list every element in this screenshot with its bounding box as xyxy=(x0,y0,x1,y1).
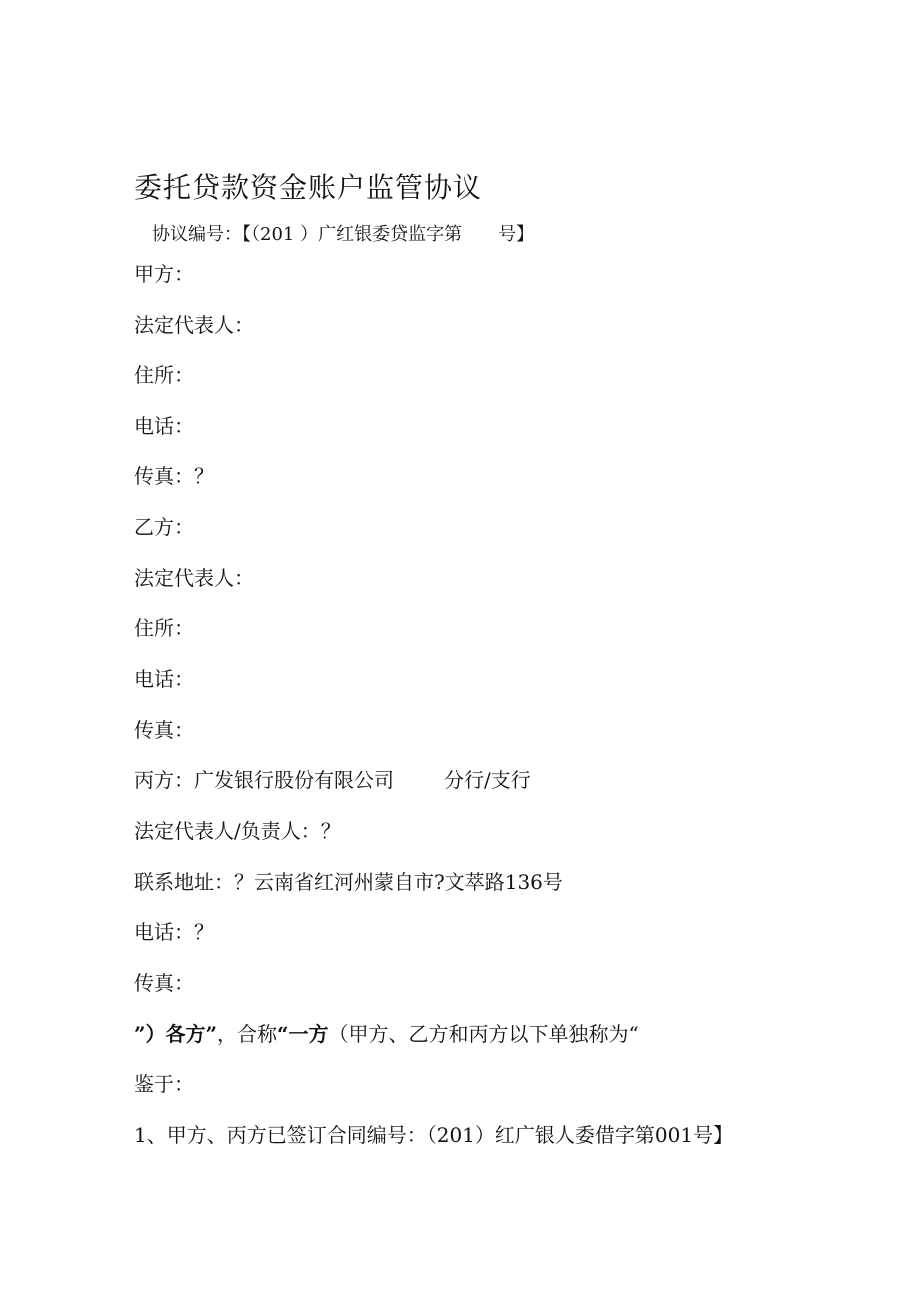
agreement-number-prefix: 【（201 ）广红银委贷监字第 xyxy=(242,224,463,245)
collective-part-1: ”） xyxy=(134,1022,166,1046)
party-b-phone: 电话： xyxy=(134,667,194,691)
party-c-representative: 法定代表人/负责人：？ xyxy=(134,819,341,843)
party-c-branch: 分行/支行 xyxy=(444,768,531,792)
collective-part-3: ，合称 xyxy=(217,1022,278,1046)
agreement-number-label: 协议编号： xyxy=(152,224,242,245)
party-a-phone: 电话： xyxy=(134,414,194,438)
party-b-representative: 法定代表人： xyxy=(134,566,254,590)
party-c-name xyxy=(134,764,531,793)
party-c-phone: 电话：？ xyxy=(134,920,214,944)
party-b-address: 住所： xyxy=(134,616,194,640)
party-a-representative: 法定代表人： xyxy=(134,313,254,337)
party-a-fax: 传真：？ xyxy=(134,464,214,488)
collective-designation xyxy=(134,1018,639,1047)
party-b-name: 乙方： xyxy=(134,515,194,539)
clause-1: 1、甲方、丙方已签订合同编号：（201）红广银人委借字第001号】 xyxy=(134,1123,734,1147)
collective-part-2: 各方” xyxy=(165,1022,218,1046)
party-c-fax: 传真： xyxy=(134,971,194,995)
document-title: 委托贷款资金账户监管协议 xyxy=(134,171,483,204)
party-b-fax: 传真： xyxy=(134,718,194,742)
collective-part-4: “一方 xyxy=(277,1022,329,1046)
party-c-name-main: 丙方：广发银行股份有限公司 xyxy=(134,768,394,792)
party-c-contact-address: 联系地址：？云南省红河州蒙自市?文萃路136号 xyxy=(134,870,563,894)
agreement-number-suffix: 号】 xyxy=(498,224,535,245)
collective-part-5: （甲方、乙方和丙方以下单独称为“ xyxy=(328,1022,639,1046)
whereas-heading: 鉴于： xyxy=(134,1072,194,1096)
agreement-number xyxy=(152,220,534,246)
party-a-name: 甲方： xyxy=(134,262,194,286)
party-a-address: 住所： xyxy=(134,363,194,387)
